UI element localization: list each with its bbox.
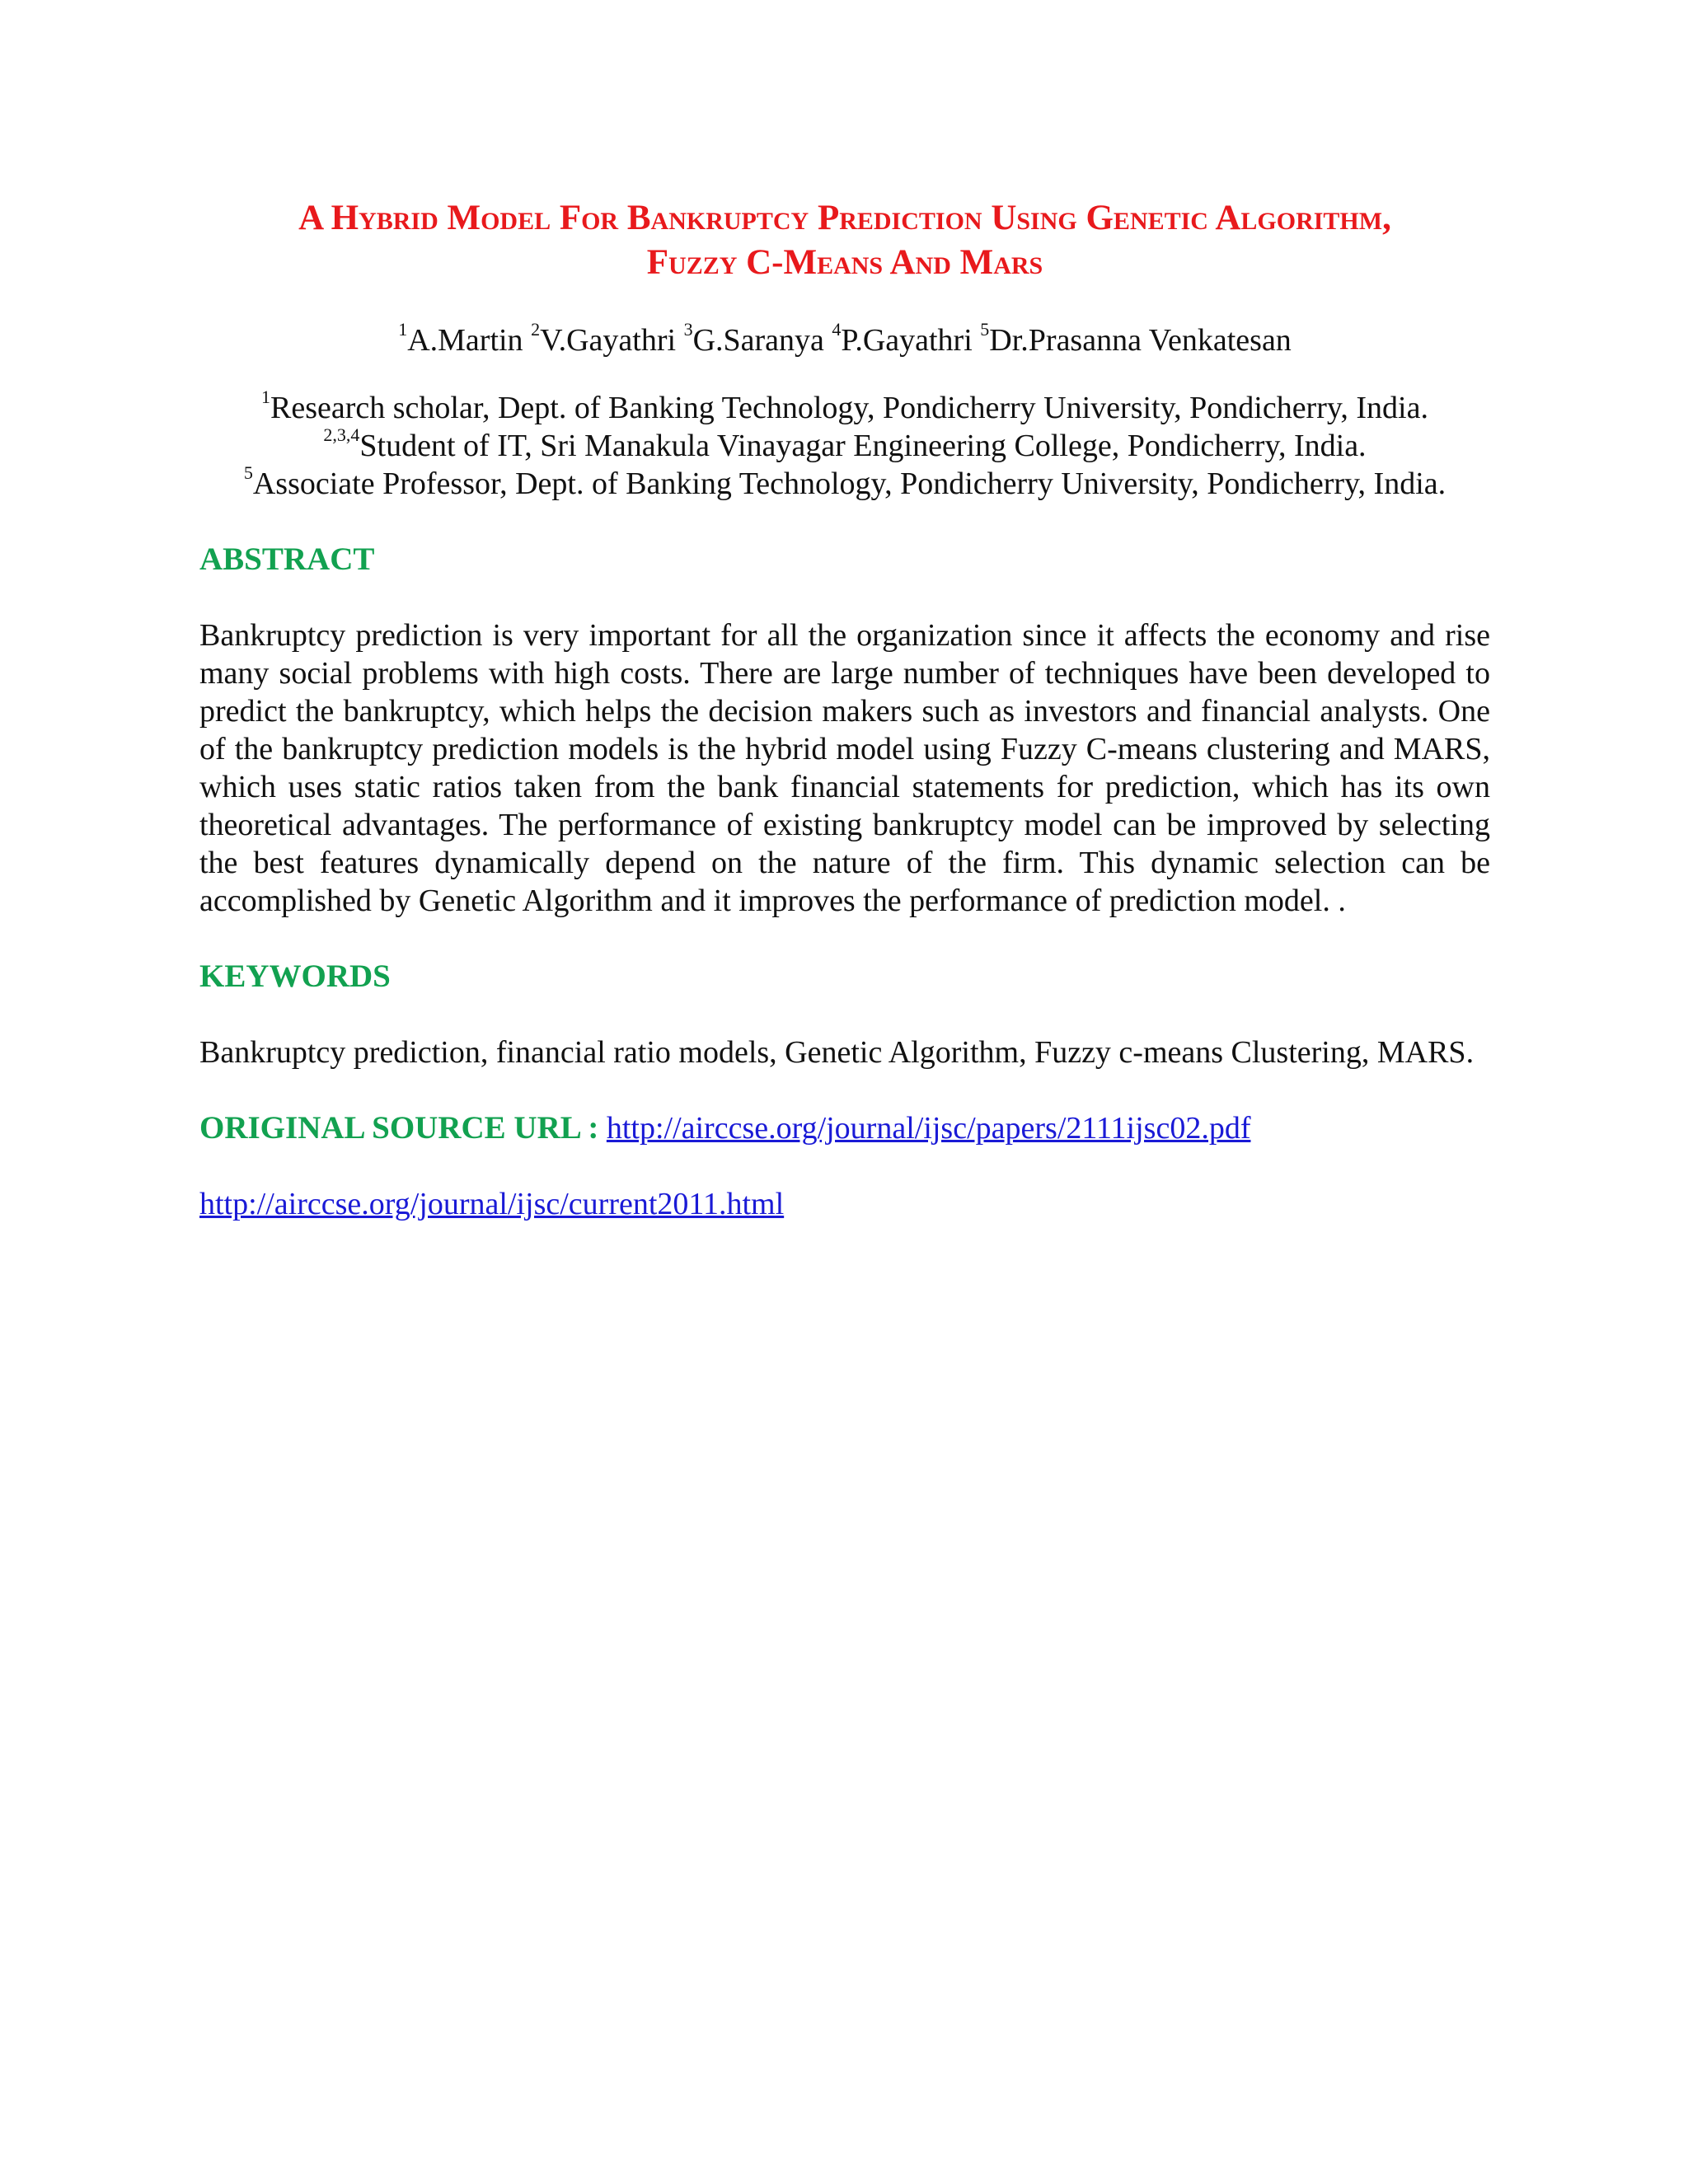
paper-content [199, 196, 1490, 1223]
author [832, 319, 973, 358]
author-index: 1 [398, 319, 408, 340]
author-name: A.Martin [407, 323, 523, 358]
current-issue-link[interactable]: http://airccse.org/journal/ijsc/current2011.html [199, 1187, 785, 1221]
paper-title-line-1: A Hybrid Model For Bankruptcy Prediction Using Genetic Algorithm, [298, 199, 1391, 237]
abstract-text: Bankruptcy prediction is very important for all the organization since it affects the economy and rise many social problems with high costs. There are large number of techniques have been developed to predict the bankruptcy, which helps the decision makers such as investors and financial analysts. One of the bankruptcy prediction models is the hybrid model using Fuzzy C-means clustering and MARS, which uses static ratios taken from the bank financial statements for prediction, which has its own theoretical advantages. The performance of existing bankruptcy model can be improved by selecting the best features dynamically depend on the nature of the firm. This dynamic selection can be accomplished by Genetic Algorithm and it improves the performance of prediction model. . [199, 618, 1490, 918]
author-name: V.Gayathri [540, 323, 677, 358]
author [531, 319, 677, 358]
current-issue-line [199, 1185, 1490, 1223]
source-url-label: ORIGINAL SOURCE URL : [199, 1110, 599, 1146]
author-name: Dr.Prasanna Venkatesan [989, 323, 1292, 358]
abstract-heading: ABSTRACT [199, 541, 375, 577]
author-name: G.Saranya [692, 323, 824, 358]
source-url-link[interactable]: http://airccse.org/journal/ijsc/papers/2111ijsc02.pdf [606, 1111, 1251, 1146]
affiliation [199, 389, 1490, 427]
author-index: 5 [980, 319, 990, 340]
author-index: 3 [683, 319, 693, 340]
source-url-line [199, 1109, 1490, 1147]
affiliation-text: Student of IT, Sri Manakula Vinayagar Engineering College, Pondicherry, India. [359, 429, 1367, 463]
affiliation-index: 1 [261, 387, 270, 408]
author-name: P.Gayathri [841, 323, 973, 358]
author-index: 2 [531, 319, 541, 340]
keywords-heading: KEYWORDS [199, 958, 391, 994]
affiliation-text: Associate Professor, Dept. of Banking Technology, Pondicherry University, Pondicherry, India. [252, 466, 1447, 501]
author-index: 4 [832, 319, 842, 340]
affiliation [199, 462, 1490, 503]
author [980, 319, 1292, 358]
keywords-text: Bankruptcy prediction, financial ratio models, Genetic Algorithm, Fuzzy c-means Clustering, MARS. [199, 1035, 1475, 1070]
affiliation-list [199, 389, 1490, 503]
author [683, 319, 824, 358]
paper-title [199, 196, 1490, 285]
affiliation-index: 5 [243, 462, 253, 484]
affiliation-text: Research scholar, Dept. of Banking Technology, Pondicherry University, Pondicherry, India. [270, 391, 1428, 425]
author-list [199, 321, 1490, 359]
affiliation [199, 424, 1490, 465]
affiliation-index: 2,3,4 [323, 424, 360, 446]
author [398, 319, 523, 358]
paper-title-line-2: Fuzzy C-Means And Mars [646, 243, 1043, 282]
